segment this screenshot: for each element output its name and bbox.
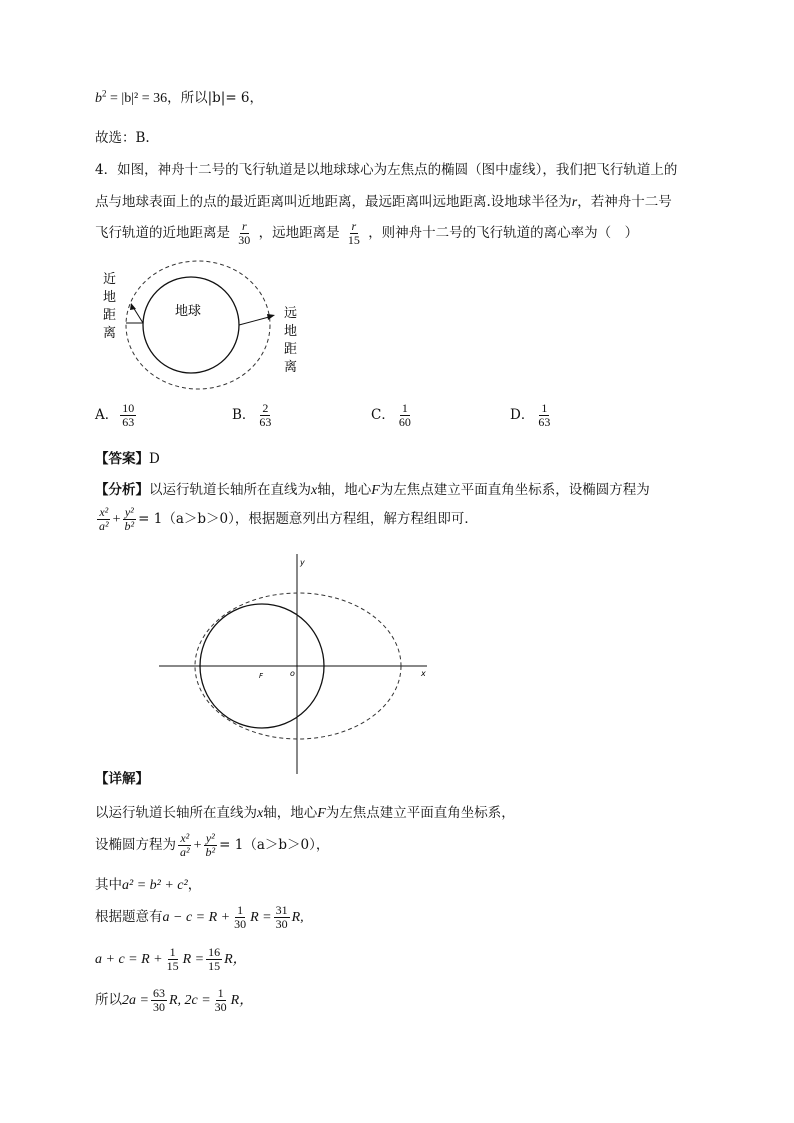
detail-line-3: 其中a² = b² + c²， — [95, 877, 202, 893]
far-label-2: 地 — [284, 324, 298, 339]
orbit-ellipse — [126, 261, 270, 389]
answer-line — [95, 447, 160, 467]
coordinate-figure — [155, 550, 435, 780]
near-arrow — [133, 307, 143, 323]
analysis-tag: 【分析】 — [95, 482, 149, 498]
near-label-2: 地 — [103, 290, 117, 305]
detail-line-6: 所以2a = $\frac{63}{30}$ R, 2c = $\frac{1}{30}$ R， — [95, 986, 254, 1014]
option-a[interactable]: A． $\frac{10}{63}$ — [95, 401, 135, 429]
far-label-4: 离 — [284, 360, 298, 375]
far-label-3: 距 — [284, 342, 298, 357]
detail-line-4: 根据题意有a − c = R + $\frac{1}{30}$ R = $\frac{31}{30}$ R, — [95, 903, 304, 931]
near-label-3: 距 — [103, 308, 117, 323]
detail-line-2: 设椭圆方程为 $\frac{\text{x²}}{\text{a²}}$ + $\frac{\text{y²}}{\text{b²}}$ = 1（a＞b＞0）， — [95, 831, 330, 859]
orbit-figure — [95, 255, 325, 395]
far-arrow-head — [267, 314, 275, 320]
vector-b: b — [95, 91, 102, 106]
ellipse-y-term: $\frac{\text{y²}}{\text{b²}}$ — [124, 505, 135, 533]
origin-label: o — [290, 669, 295, 678]
question-line-3-mid: ，远地距离是 — [258, 225, 340, 241]
near-label-4: 离 — [103, 326, 117, 341]
x-label: x — [421, 669, 426, 678]
question-line-1: 4．如图，神舟十二号的飞行轨道是以地球球心为左焦点的椭圆（图中虚线），我们把飞行轨道上的 — [95, 162, 678, 178]
question-line-3 — [95, 220, 638, 247]
earth-label: 地球 — [175, 304, 202, 319]
detail-line-1: 以运行轨道长轴所在直线为x轴，地心F为左焦点建立平面直角坐标系， — [95, 805, 515, 821]
question-line-2-tail: ，若神舟十二号 — [577, 194, 672, 210]
question-line-3-text: 飞行轨道的近地距离是 — [95, 225, 230, 241]
vector-magnitude-result: ，所以|b|= 6， — [167, 90, 264, 106]
answer-value: D — [149, 451, 160, 467]
ellipse-x-term: $\frac{\text{x²}}{\text{a²}}$ — [99, 505, 109, 533]
vector-magnitude-line: $b^2 = |b|^2 = 36$，所以|b|= 6， — [95, 88, 264, 106]
analysis-line-2: $\frac{\text{x²}}{\text{a²}}$ + $\frac{\text{y²}}{\text{b²}}$ = 1（a＞b＞0），根据题意列出方程组，解方程组即可． — [99, 505, 478, 533]
option-b[interactable]: B． $\frac{2}{63}$ — [232, 401, 272, 429]
y-label: y — [300, 558, 305, 567]
answer-tag: 【答案】 — [95, 451, 149, 467]
earth-radius-var: r — [571, 195, 578, 210]
earth-circle — [143, 277, 239, 373]
question-line-2-text: 点与地球表面上的点的最近距离叫近地距离，最远距离叫远地距离.设地球半径为 — [95, 194, 572, 210]
near-arrow-head — [130, 303, 136, 310]
previous-conclusion: 故选：B. — [95, 130, 150, 146]
focus-label: F — [259, 672, 264, 680]
question-line-2 — [95, 190, 672, 211]
detail-tag: 【详解】 — [95, 771, 149, 787]
apogee-fraction: $\frac{r}{15}$ — [347, 219, 360, 247]
near-label-1: 近 — [103, 272, 117, 287]
vector-magnitude-eq: = |b|² = 36 — [110, 91, 168, 106]
option-d[interactable]: D． $\frac{1}{63}$ — [510, 401, 551, 429]
analysis-line-1: 【分析】以运行轨道长轴所在直线为x轴，地心F为左焦点建立平面直角坐标系，设椭圆方程为 — [95, 482, 650, 498]
far-label-1: 远 — [284, 306, 298, 321]
perigee-fraction: $\frac{r}{30}$ — [238, 219, 251, 247]
option-c[interactable]: C． $\frac{1}{60}$ — [371, 401, 411, 429]
far-arrow — [239, 317, 269, 325]
question-line-3-tail: ，则神舟十二号的飞行轨道的离心率为（ ） — [368, 225, 639, 241]
detail-line-5: a + c = R + $\frac{1}{15}$ R = $\frac{16}{15}$ R， — [95, 945, 247, 973]
